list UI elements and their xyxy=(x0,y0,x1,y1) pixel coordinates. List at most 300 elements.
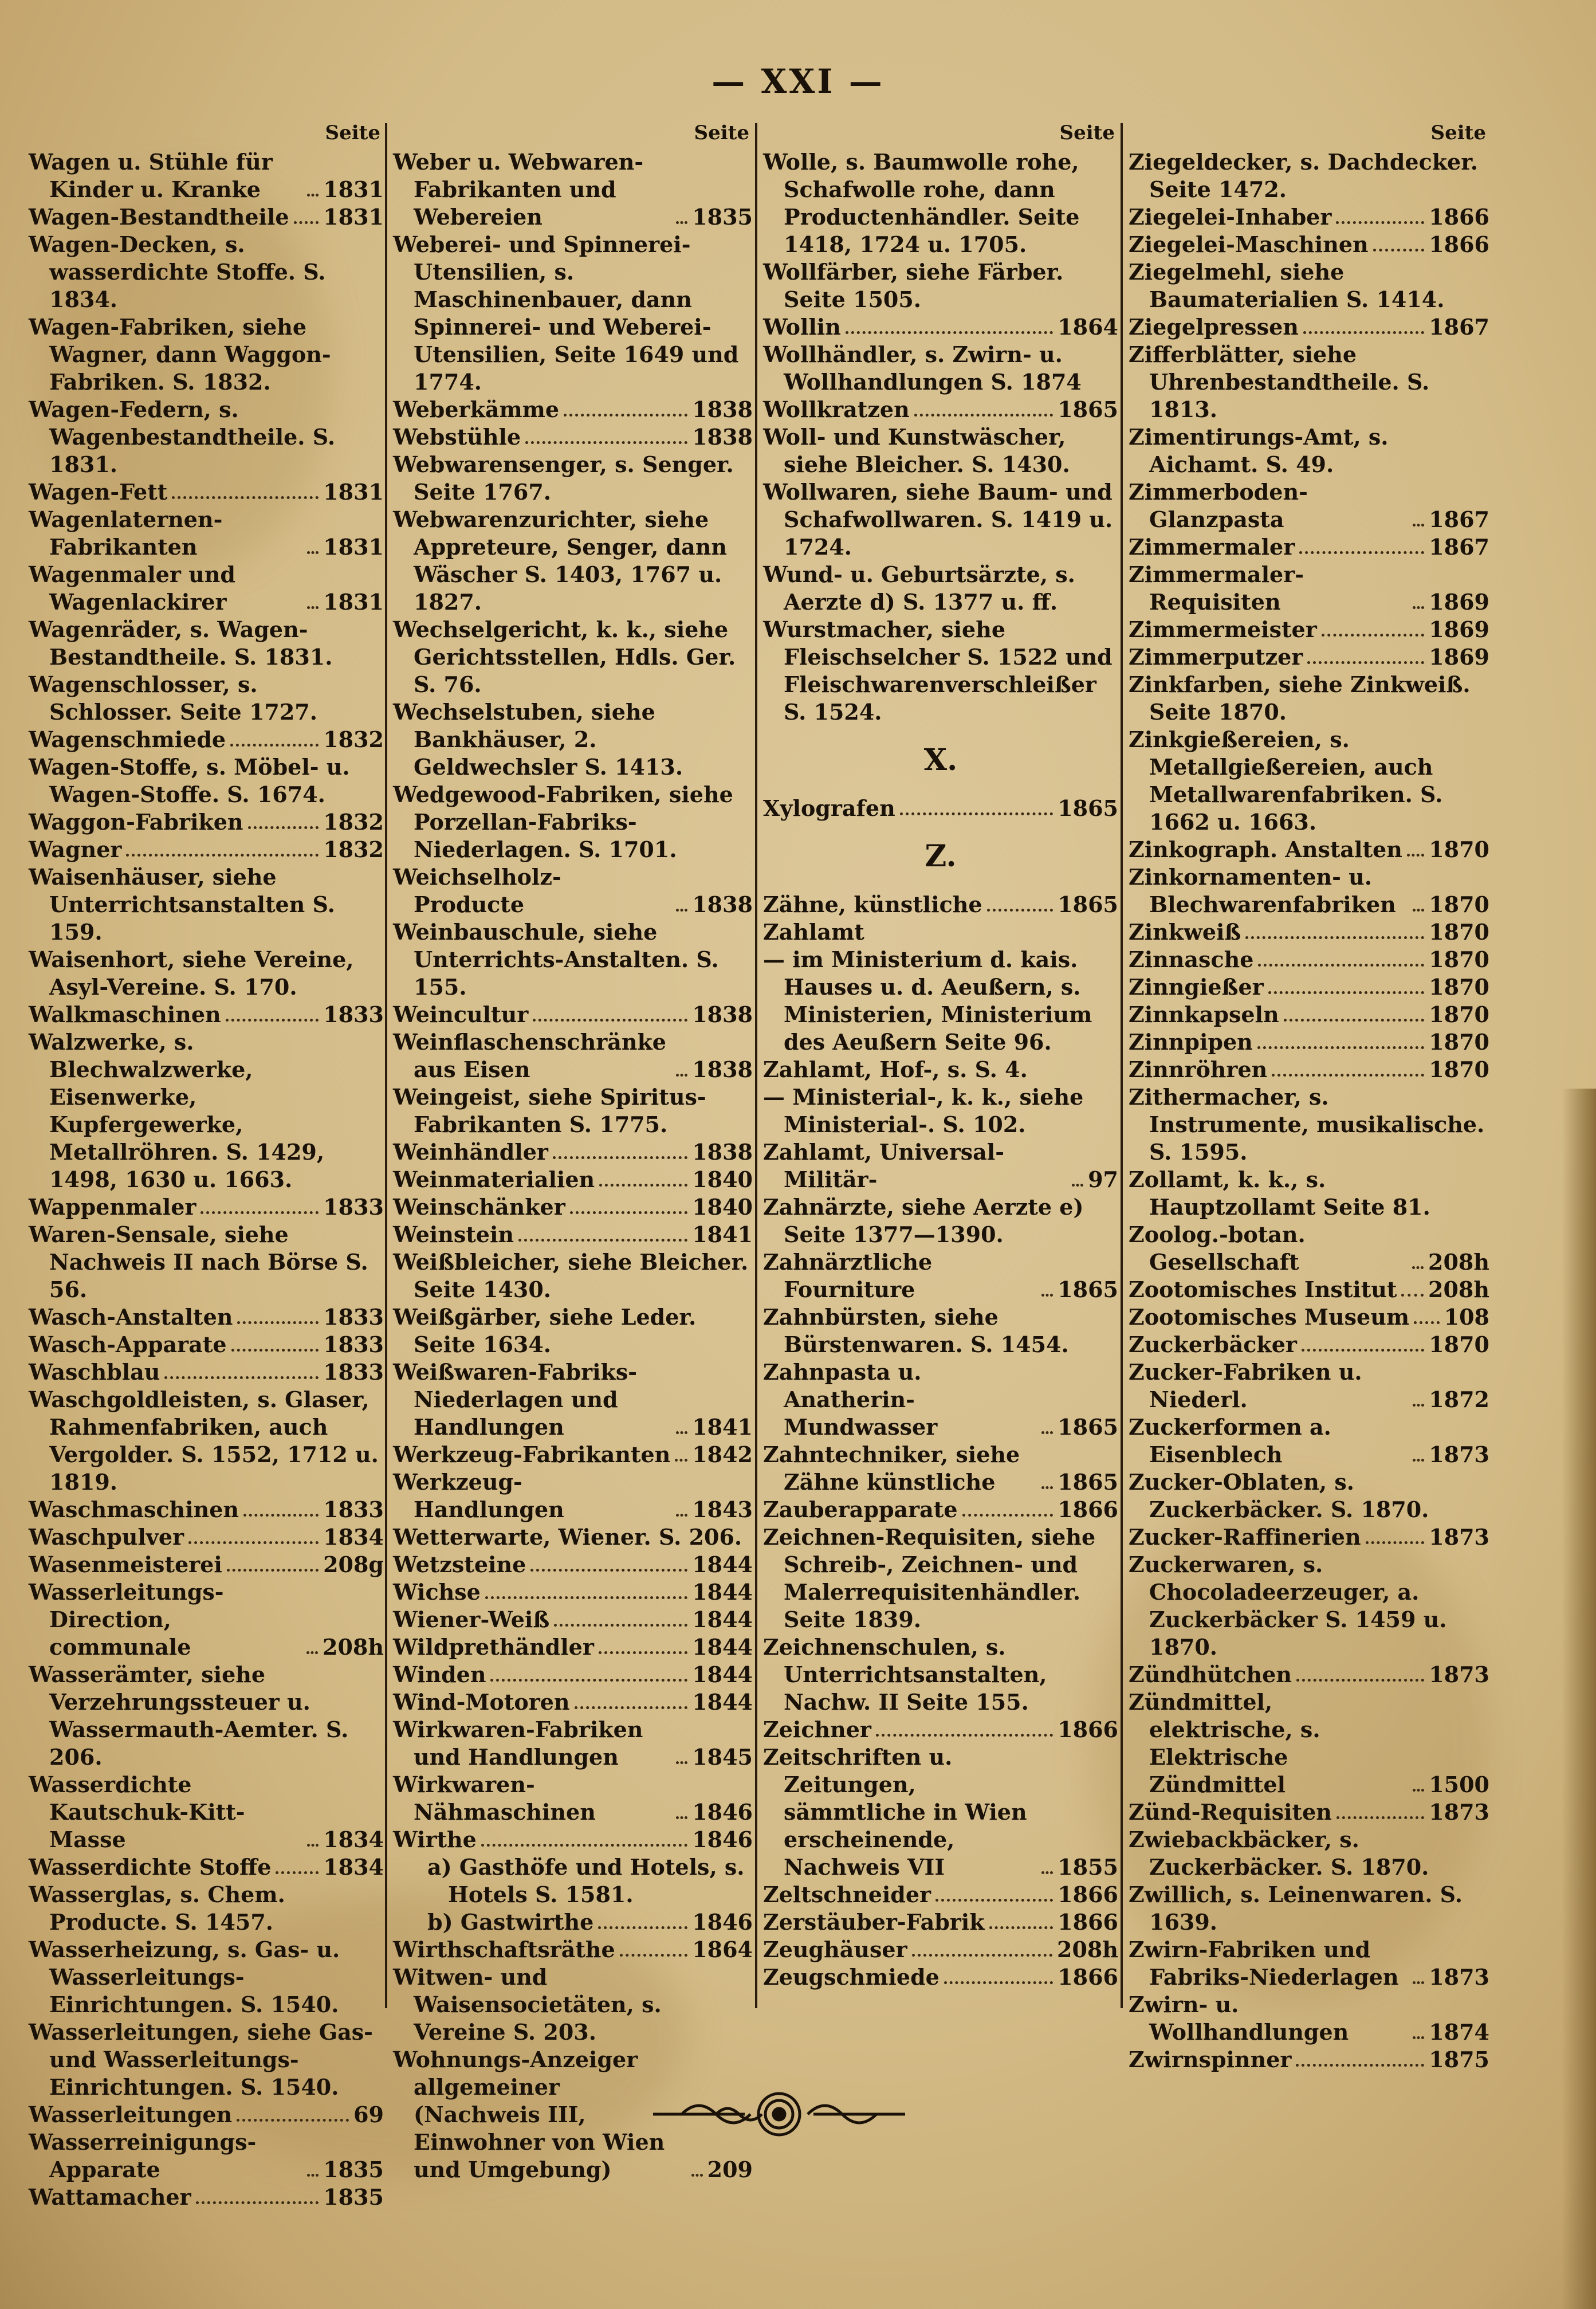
index-entry xyxy=(763,423,1118,478)
leader-dots xyxy=(554,1624,687,1627)
leader-dots xyxy=(1303,331,1424,334)
entry-term: Werkzeug-Handlungen xyxy=(393,1469,564,1522)
entry-term: Wurstmacher, siehe Fleischselcher S. 1522 und Fleischwarenverschleißer S. 1524. xyxy=(763,616,1113,725)
entry-page: 1870 xyxy=(1429,1057,1489,1082)
index-entry xyxy=(763,946,1118,1056)
entry-page: 1834 xyxy=(323,1854,384,1880)
index-entry xyxy=(29,1358,384,1386)
index-entry xyxy=(1129,726,1489,836)
leader-dots xyxy=(676,1514,687,1517)
entry-term: Wagen-Fett xyxy=(29,479,168,505)
entry-term: Wiener-Weiß xyxy=(393,1607,550,1632)
entry-term: Zeughäuser xyxy=(763,1937,907,1962)
entry-term: Woll- und Kunstwäscher, siehe Bleicher. S. 1430. xyxy=(763,424,1070,477)
index-entry xyxy=(1129,1166,1489,1221)
leader-dots xyxy=(1072,1184,1083,1187)
entry-term: Wirkwaren-Fabriken und Handlungen xyxy=(393,1717,643,1770)
leader-dots xyxy=(306,1651,318,1654)
leader-dots xyxy=(530,1569,687,1572)
index-entry xyxy=(29,396,384,478)
entry-term: Zwirn-Fabriken und Fabriks-Niederlagen xyxy=(1129,1937,1399,1990)
leader-dots xyxy=(1296,2064,1424,2067)
index-entry xyxy=(393,1578,753,1606)
index-entry xyxy=(1129,671,1489,726)
column-divider xyxy=(385,123,387,2008)
index-entry xyxy=(393,1909,753,1936)
entry-page: 1869 xyxy=(1429,616,1489,642)
index-entry xyxy=(763,1083,1118,1138)
index-entry xyxy=(1129,973,1489,1001)
index-entry xyxy=(763,561,1118,616)
index-entry xyxy=(763,1248,1118,1303)
entry-page: 208h xyxy=(323,1634,384,1660)
index-entry xyxy=(1129,863,1489,918)
index-entry xyxy=(1129,1936,1489,1991)
page-number: — XXI — xyxy=(711,62,885,101)
entry-term: Wasch-Anstalten xyxy=(29,1304,233,1330)
index-entry xyxy=(1129,1661,1489,1688)
leader-dots xyxy=(1296,1679,1424,1682)
index-entry xyxy=(29,1881,384,1936)
entry-page: 1865 xyxy=(1058,795,1118,821)
entry-term: Weichselholz-Producte xyxy=(393,864,561,917)
index-entry xyxy=(393,1826,753,1854)
entry-page: 1870 xyxy=(1429,837,1489,862)
index-entry xyxy=(763,313,1118,341)
entry-term: b) Gastwirthe xyxy=(427,1909,594,1935)
entry-term: Zahlamt, Hof-, s. S. 4. xyxy=(763,1057,1028,1082)
leader-dots xyxy=(1336,1816,1424,1819)
index-entry xyxy=(393,1028,753,1083)
entry-page: 1834 xyxy=(323,1524,384,1550)
entry-term: Zinkornamenten- u. Blechwarenfabriken xyxy=(1129,864,1396,917)
entry-term: Zimmermaler xyxy=(1129,534,1295,560)
entry-term: Zithermacher, s. Instrumente, musikalische. S. 1595. xyxy=(1129,1084,1485,1165)
index-entry xyxy=(29,808,384,836)
index-entry xyxy=(393,1248,753,1303)
entry-term: Wechselstuben, siehe Bankhäuser, 2. Geldwechsler S. 1413. xyxy=(393,699,683,780)
entry-page: 1873 xyxy=(1429,1662,1489,1687)
entry-term: Weber u. Webwaren-Fabrikanten und Webereien xyxy=(393,149,644,230)
index-entry xyxy=(393,1854,753,1909)
entry-page: 209 xyxy=(707,2157,753,2182)
entry-term: Zimentirungs-Amt, s. Aichamt. S. 49. xyxy=(1129,424,1389,477)
entry-page: 1869 xyxy=(1429,644,1489,670)
entry-page: 1869 xyxy=(1429,589,1489,615)
index-entry xyxy=(393,1358,753,1441)
entry-term: Zimmerputzer xyxy=(1129,644,1303,670)
entry-page: 1831 xyxy=(323,204,384,230)
entry-term: Wasch-Apparate xyxy=(29,1332,227,1357)
index-entry xyxy=(393,396,753,423)
leader-dots xyxy=(230,744,319,747)
index-entry xyxy=(29,1523,384,1551)
entry-term: Zinnkapseln xyxy=(1129,1002,1279,1027)
leader-dots xyxy=(691,2174,703,2177)
entry-term: Weißgärber, siehe Leder. Seite 1634. xyxy=(393,1304,697,1357)
entry-term: Zwirn- u. Wollhandlungen xyxy=(1129,1992,1349,2045)
leader-dots xyxy=(227,1569,319,1572)
entry-page: 1831 xyxy=(323,176,384,202)
index-entry xyxy=(393,918,753,1001)
leader-dots xyxy=(846,331,1053,334)
index-entry xyxy=(1129,1798,1489,1826)
index-entry xyxy=(1129,1551,1489,1661)
entry-term: Wolle, s. Baumwolle rohe, Schafwolle rohe, dann Productenhändler. Seite 1418, 1724 u. 1705. xyxy=(763,149,1080,257)
index-entry xyxy=(29,616,384,671)
entry-term: Wasserdichte Stoffe xyxy=(29,1854,272,1880)
leader-dots xyxy=(1413,2036,1424,2039)
leader-dots xyxy=(599,1651,687,1654)
entry-page: 1844 xyxy=(692,1579,753,1605)
leader-dots xyxy=(248,826,319,829)
entry-term: Zinkograph. Anstalten xyxy=(1129,837,1402,862)
entry-term: Ziegelei-Inhaber xyxy=(1129,204,1332,230)
entry-page: 1835 xyxy=(323,2184,384,2210)
entry-term: Wasserämter, siehe Verzehrungssteuer u. Wassermauth-Aemter. S. 206. xyxy=(29,1662,349,1770)
entry-term: Zootomisches Institut xyxy=(1129,1277,1397,1302)
entry-term: Weißwaren-Fabriks-Niederlagen und Handlungen xyxy=(393,1359,638,1440)
index-entry xyxy=(29,1578,384,1661)
index-entry xyxy=(1129,1276,1489,1303)
index-entry xyxy=(1129,946,1489,973)
entry-page: 1867 xyxy=(1429,534,1489,560)
entry-term: Wasserreinigungs-Apparate xyxy=(29,2129,257,2182)
leader-dots xyxy=(962,1514,1053,1517)
entry-page: 1833 xyxy=(323,1332,384,1357)
leader-dots xyxy=(1322,634,1424,637)
leader-dots xyxy=(276,1871,319,1874)
entry-page: 1838 xyxy=(692,892,753,917)
entry-page: 1832 xyxy=(323,809,384,835)
index-entry xyxy=(1129,1028,1489,1056)
entry-page: 1831 xyxy=(323,479,384,505)
leader-dots xyxy=(553,1156,687,1159)
index-entry xyxy=(29,946,384,1001)
index-entry xyxy=(1129,1413,1489,1468)
entry-term: Wattamacher xyxy=(29,2184,191,2210)
column-divider xyxy=(755,123,757,2008)
leader-dots xyxy=(1299,551,1424,554)
entry-term: — Ministerial-, k. k., siehe Ministerial-. S. 102. xyxy=(763,1084,1084,1137)
leader-dots xyxy=(620,1954,688,1957)
leader-dots xyxy=(598,1926,687,1929)
entry-term: Wagenlaternen-Fabrikanten xyxy=(29,506,223,560)
entry-page: 1840 xyxy=(692,1194,753,1220)
entry-page: 1864 xyxy=(1058,314,1118,340)
entry-term: Wagenräder, s. Wagen-Bestandtheile. S. 1831. xyxy=(29,616,333,670)
entry-page: 1833 xyxy=(323,1194,384,1220)
entry-term: Wappenmaler xyxy=(29,1194,196,1220)
index-entry xyxy=(393,1441,753,1468)
entry-term: Wagenschlosser, s. Schlosser. Seite 1727. xyxy=(29,672,317,725)
entry-term: Zeugschmiede xyxy=(763,1964,939,1990)
entry-page: 208h xyxy=(1428,1249,1489,1275)
entry-page: 1838 xyxy=(692,1002,753,1027)
entry-page: 208h xyxy=(1428,1277,1489,1302)
leader-dots xyxy=(989,1926,1053,1929)
index-entry xyxy=(763,1909,1118,1936)
entry-term: Wasenmeisterei xyxy=(29,1552,222,1577)
index-entry xyxy=(393,1166,753,1193)
index-entry xyxy=(29,1193,384,1221)
index-entry xyxy=(393,781,753,863)
index-entry xyxy=(29,671,384,726)
entry-term: Ziegelpressen xyxy=(1129,314,1299,340)
entry-term: Zucker-Fabriken u. Niederl. xyxy=(1129,1359,1362,1412)
index-entry xyxy=(763,1441,1118,1496)
index-entry xyxy=(1129,1826,1489,1881)
index-entry xyxy=(29,2019,384,2101)
leader-dots xyxy=(1245,936,1424,939)
entry-term: Webwarensenger, s. Senger. Seite 1767. xyxy=(393,451,734,505)
index-entry xyxy=(393,1001,753,1028)
entry-term: Wichse xyxy=(393,1579,481,1605)
index-entry xyxy=(1129,1001,1489,1028)
column-header: Seite xyxy=(1430,121,1486,144)
entry-page: 1865 xyxy=(1058,1414,1118,1440)
index-entry xyxy=(29,2129,384,2184)
entry-page: 1844 xyxy=(692,1689,753,1715)
index-entry xyxy=(763,396,1118,423)
entry-term: Wetzsteine xyxy=(393,1552,526,1577)
leader-dots xyxy=(307,194,319,197)
leader-dots xyxy=(676,1816,687,1819)
entry-term: Zeichnenschulen, s. Unterrichtsanstalten, Nachw. II Seite 155. xyxy=(763,1634,1047,1715)
leader-dots xyxy=(675,1459,687,1462)
leader-dots xyxy=(1258,964,1424,967)
leader-dots xyxy=(231,1349,319,1352)
entry-term: Zerstäuber-Fabrik xyxy=(763,1909,985,1935)
entry-term: Weinflaschenschränke aus Eisen xyxy=(393,1029,666,1082)
entry-term: Wirkwaren-Nähmaschinen xyxy=(393,1772,596,1825)
index-entry xyxy=(393,231,753,396)
entry-page: 1833 xyxy=(323,1497,384,1522)
index-entry xyxy=(393,616,753,698)
index-entry xyxy=(393,1193,753,1221)
entry-page: 1844 xyxy=(692,1552,753,1577)
entry-page: 1865 xyxy=(1058,396,1118,422)
entry-term: Waschgoldleisten, s. Glaser, Rahmenfabriken, auch Vergolder. S. 1552, 1712 u. 1819. xyxy=(29,1387,379,1495)
entry-term: Webwarenzurichter, siehe Appreteure, Senger, dann Wäscher S. 1403, 1767 u. 1827. xyxy=(393,506,727,615)
entry-page: 1843 xyxy=(692,1497,753,1522)
index-column-3 xyxy=(763,117,1118,2031)
entry-term: Zahlamt xyxy=(763,919,864,945)
entry-term: a) Gasthöfe und Hotels, s. Hotels S. 1581. xyxy=(427,1854,745,1907)
entry-term: Witwen- und Waisensocietäten, s. Vereine S. 203. xyxy=(393,1964,662,2045)
index-entry xyxy=(29,1936,384,2019)
entry-term: Waschpulver xyxy=(29,1524,184,1550)
leader-dots xyxy=(1373,249,1425,252)
entry-term: Waisenhort, siehe Vereine, Asyl-Vereine. S. 170. xyxy=(29,947,354,1000)
entry-term: Ziegelmehl, siehe Baumaterialien S. 1414. xyxy=(1129,259,1445,312)
index-entry xyxy=(763,616,1118,726)
entry-term: Zinkweiß xyxy=(1129,919,1241,945)
leader-dots xyxy=(1268,991,1425,994)
index-entry xyxy=(1129,643,1489,671)
leader-dots xyxy=(307,551,319,554)
entry-term: Walkmaschinen xyxy=(29,1002,221,1027)
entry-term: Wagenschmiede xyxy=(29,727,226,752)
entry-term: Waschmaschinen xyxy=(29,1497,239,1522)
leader-dots xyxy=(1041,1431,1053,1434)
entry-term: Ziegelei-Maschinen xyxy=(1129,231,1369,257)
index-entry xyxy=(763,1743,1118,1881)
leader-dots xyxy=(525,441,687,444)
entry-term: Zeltschneider xyxy=(763,1882,931,1907)
entry-term: Weincultur xyxy=(393,1002,529,1027)
index-entry xyxy=(1129,1221,1489,1276)
leader-dots xyxy=(676,221,687,224)
entry-term: Zündhütchen xyxy=(1129,1662,1292,1687)
entry-page: 1840 xyxy=(692,1167,753,1192)
entry-term: Zahnpasta u. Anatherin-Mundwasser xyxy=(763,1359,938,1440)
entry-term: Weberkämme xyxy=(393,396,560,422)
leader-dots xyxy=(1257,1046,1424,1049)
entry-term: Waschblau xyxy=(29,1359,160,1385)
index-entry xyxy=(763,918,1118,946)
entry-term: Zucker-Raffinerien xyxy=(1129,1524,1361,1550)
entry-term: Zinnröhren xyxy=(1129,1057,1268,1082)
entry-page: 1866 xyxy=(1058,1964,1118,1990)
entry-page: 1833 xyxy=(323,1002,384,1027)
index-entry xyxy=(393,506,753,616)
entry-page: 1838 xyxy=(692,1139,753,1165)
index-entry xyxy=(1129,2046,1489,2074)
index-entry xyxy=(763,1716,1118,1743)
leader-dots xyxy=(307,606,319,609)
index-entry xyxy=(29,506,384,561)
entry-term: Zahntechniker, siehe Zähne künstliche xyxy=(763,1442,1020,1495)
index-entry xyxy=(1129,1468,1489,1523)
index-entry xyxy=(29,203,384,231)
leader-dots xyxy=(196,2201,319,2204)
entry-term: Wund- u. Geburtsärzte, s. Aerzte d) S. 1377 u. ff. xyxy=(763,561,1075,615)
entry-term: Winden xyxy=(393,1662,486,1687)
entry-page: 69 xyxy=(353,2102,384,2127)
entry-page: 1844 xyxy=(692,1662,753,1687)
leader-dots xyxy=(1041,1871,1053,1874)
entry-page: 1835 xyxy=(692,204,753,230)
leader-dots xyxy=(1413,1789,1424,1792)
leader-dots xyxy=(900,812,1053,815)
leader-dots xyxy=(676,909,687,912)
entry-term: Wagner xyxy=(29,837,122,862)
entry-term: Wohnungs-Anzeiger allgemeiner (Nachweis III, Einwohner von Wien und Umgebung) xyxy=(393,2047,665,2182)
index-entry xyxy=(1129,1881,1489,1936)
entry-term: Webstühle xyxy=(393,424,521,450)
index-entry xyxy=(393,423,753,451)
entry-page: 1865 xyxy=(1058,1277,1118,1302)
entry-page: 1846 xyxy=(692,1827,753,1852)
entry-term: Wagen-Fabriken, siehe Wagner, dann Waggon-Fabriken. S. 1832. xyxy=(29,314,331,395)
entry-term: Weinstein xyxy=(393,1222,514,1247)
leader-dots xyxy=(1413,1404,1424,1407)
entry-page: 1873 xyxy=(1429,1524,1489,1550)
entry-term: Wedgewood-Fabriken, siehe Porzellan-Fabriks-Niederlagen. S. 1701. xyxy=(393,782,733,862)
entry-page: 1832 xyxy=(323,727,384,752)
index-entry xyxy=(1129,1523,1489,1551)
index-entry xyxy=(393,1303,753,1358)
entry-page: 1834 xyxy=(323,1827,384,1852)
entry-page: 1833 xyxy=(323,1304,384,1330)
entry-term: Wechselgericht, k. k., siehe Gerichtsstellen, Hdls. Ger. S. 76. xyxy=(393,616,736,697)
column-header: Seite xyxy=(325,121,380,144)
entry-term: Wagen-Decken, s. wasserdichte Stoffe. S. 1834. xyxy=(29,231,326,312)
index-entry xyxy=(1129,423,1489,478)
leader-dots xyxy=(944,1981,1053,1984)
leader-dots xyxy=(935,1899,1053,1902)
index-entry xyxy=(1129,1991,1489,2046)
entry-term: Waren-Sensale, siehe Nachweis II nach Börse S. 56. xyxy=(29,1222,368,1302)
entry-page: 1874 xyxy=(1429,2019,1489,2045)
entry-term: Zuckerbäcker xyxy=(1129,1332,1297,1357)
entry-page: 1867 xyxy=(1429,314,1489,340)
index-entry xyxy=(29,1386,384,1496)
entry-page: 1873 xyxy=(1429,1442,1489,1467)
leader-dots xyxy=(1412,1266,1424,1269)
leader-dots xyxy=(1401,1294,1424,1297)
entry-term: Zimmerboden-Glanzpasta xyxy=(1129,479,1308,532)
entry-term: Zimmermeister xyxy=(1129,616,1317,642)
leader-dots xyxy=(1413,909,1424,912)
leader-dots xyxy=(676,1431,687,1434)
entry-term: Zimmermaler-Requisiten xyxy=(1129,561,1304,615)
leader-dots xyxy=(1413,1459,1424,1462)
column-header: Seite xyxy=(694,121,749,144)
leader-dots xyxy=(1284,1019,1425,1022)
leader-dots xyxy=(1414,1321,1440,1324)
leader-dots xyxy=(876,1734,1053,1737)
index-entry xyxy=(29,478,384,506)
index-entry xyxy=(29,1551,384,1578)
entry-page: 1872 xyxy=(1429,1387,1489,1412)
entry-term: Zeichnen-Requisiten, siehe Schreib-, Zeichnen- und Malerrequisitenhändler. Seite 1839. xyxy=(763,1524,1096,1632)
entry-page: 1831 xyxy=(323,589,384,615)
leader-dots xyxy=(1336,221,1424,224)
entry-page: 1838 xyxy=(692,424,753,450)
leader-dots xyxy=(237,1321,319,1324)
index-entry xyxy=(1129,836,1489,863)
index-entry xyxy=(29,1771,384,1854)
ornament-icon xyxy=(647,2086,911,2143)
entry-page: 108 xyxy=(1444,1304,1489,1330)
index-entry xyxy=(1129,341,1489,423)
entry-term: Wagen-Bestandtheile xyxy=(29,204,289,230)
index-entry xyxy=(29,2184,384,2211)
entry-page: 1838 xyxy=(692,1057,753,1082)
entry-term: Zifferblätter, siehe Uhrenbestandtheile. S. 1813. xyxy=(1129,341,1430,422)
entry-term: Wasserdichte Kautschuk-Kitt-Masse xyxy=(29,1772,245,1852)
entry-term: Zuckerformen a. Eisenblech xyxy=(1129,1414,1331,1467)
index-entry xyxy=(393,1523,753,1551)
entry-page: 1870 xyxy=(1429,1332,1489,1357)
leader-dots xyxy=(485,1596,687,1599)
entry-term: Wollhändler, s. Zwirn- u. Wollhandlungen S. 1874 xyxy=(763,341,1082,395)
entry-term: Wagen-Federn, s. Wagenbestandtheile. S. 1831. xyxy=(29,396,336,477)
entry-page: 1845 xyxy=(692,1744,753,1770)
entry-term: Zahnärzte, siehe Aerzte e) Seite 1377—1390. xyxy=(763,1194,1084,1247)
section-letter: X. xyxy=(923,743,958,777)
entry-term: Waggon-Fabriken xyxy=(29,809,243,835)
index-column-1 xyxy=(29,117,384,2210)
index-entry xyxy=(29,726,384,753)
entry-term: Weberei- und Spinnerei-Utensilien, s. Maschinenbauer, dann Spinnerei- und Weberei-Utensilien, Seite 1649 und 1774. xyxy=(393,231,739,395)
index-entry xyxy=(763,1964,1118,1991)
leader-dots xyxy=(226,1019,319,1022)
leader-dots xyxy=(1041,1486,1053,1489)
entry-term: Zauberapparate xyxy=(763,1497,958,1522)
